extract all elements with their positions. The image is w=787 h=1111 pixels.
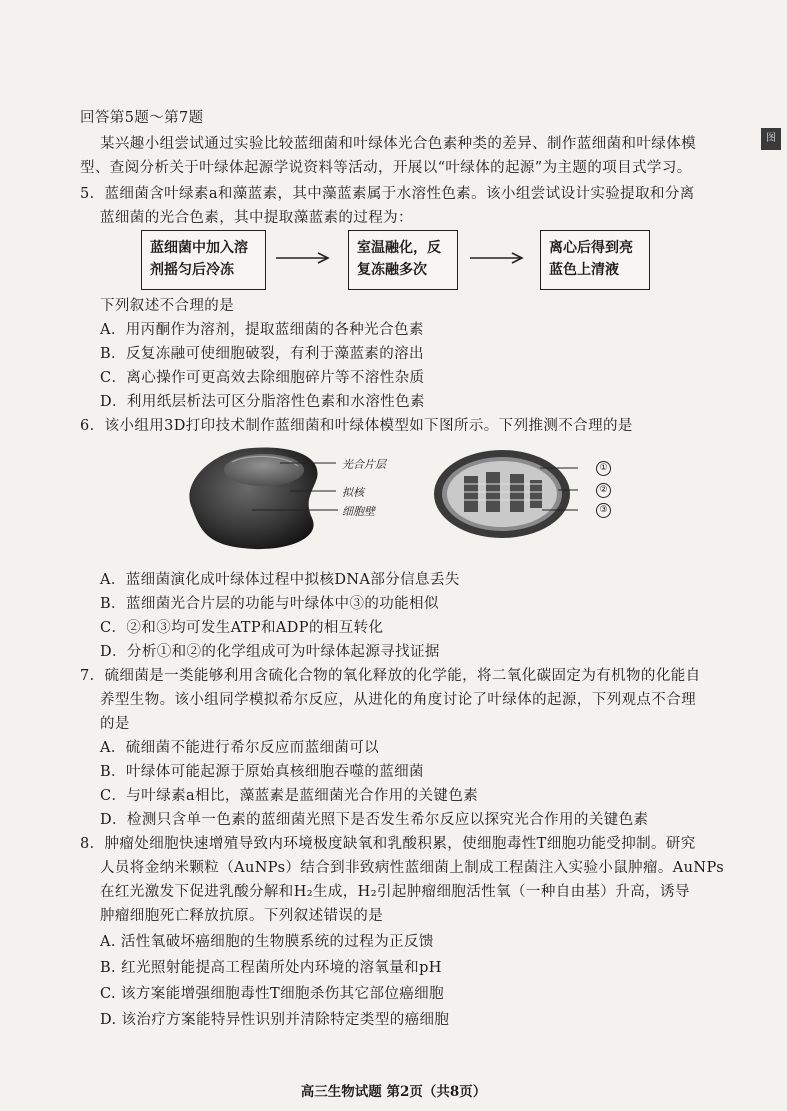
flow-step-1: 蓝细菌中加入溶 剂摇匀后冷冻: [141, 230, 266, 290]
q5-stem-1: 5．蓝细菌含叶绿素a和藻蓝素，其中藻蓝素属于水溶性色素。该小组尝试设计实验提取和分离: [80, 186, 695, 202]
flow-step-3: 离心后得到亮 蓝色上清液: [540, 230, 650, 290]
intro-line-1: 某兴趣小组尝试通过实验比较蓝细菌和叶绿体光合色素种类的差异、制作蓝细菌和叶绿体模: [100, 136, 696, 152]
q8-option-d: D. 该治疗方案能特异性识别并清除特定类型的癌细胞: [100, 1012, 450, 1028]
section-heading: 回答第5题～第7题: [80, 110, 204, 126]
flow-arrow-icon: [274, 250, 332, 266]
q5-stem-2: 蓝细菌的光合色素，其中提取藻蓝素的过程为：: [100, 210, 413, 226]
q5-prompt: 下列叙述不合理的是: [100, 298, 235, 314]
q6-option-c: C．②和③均可发生ATP和ADP的相互转化: [100, 620, 384, 636]
q8-stem-1: 8．肿瘤处细胞快速增殖导致内环境极度缺氧和乳酸积累，使细胞毒性T细胞功能受抑制。研究: [80, 836, 696, 852]
q5-option-c: C．离心操作可更高效去除细胞碎片等不溶性杂质: [100, 370, 425, 386]
q8-stem-3: 在红光激发下促进乳酸分解和H₂生成，H₂引起肿瘤细胞活性氧（一种自由基）升高，诱导: [100, 884, 690, 900]
label-cell-wall: 细胞壁: [342, 505, 375, 518]
q8-option-b: B. 红光照射能提高工程菌所处内环境的溶氧量和pH: [100, 960, 442, 976]
flow-arrow-icon: [468, 250, 526, 266]
label-nucleoid: 拟核: [342, 486, 364, 499]
q7-option-c: C．与叶绿素a相比，藻蓝素是蓝细菌光合作用的关键色素: [100, 788, 479, 804]
q8-option-c: C. 该方案能增强细胞毒性T细胞杀伤其它部位癌细胞: [100, 986, 444, 1002]
q7-option-b: B．叶绿体可能起源于原始真核细胞吞噬的蓝细菌: [100, 764, 424, 780]
q8-stem-4: 肿瘤细胞死亡释放抗原。下列叙述错误的是: [100, 908, 384, 924]
q7-stem-2: 养型生物。该小组同学模拟希尔反应，从进化的角度讨论了叶绿体的起源，下列观点不合理: [100, 692, 696, 708]
chloroplast-model-figure: [430, 446, 580, 546]
intro-line-2: 型、查阅分析关于叶绿体起源学说资料等活动，开展以“叶绿体的起源”为主题的项目式学习。: [80, 160, 692, 176]
leader-line-wall: [250, 500, 340, 520]
q5-option-d: D．利用纸层析法可区分脂溶性色素和水溶性色素: [100, 394, 425, 410]
page-footer: 高三生物试题 第2页（共8页）: [300, 1084, 487, 1100]
q7-stem-1: 7．硫细菌是一类能够利用含硫化合物的氧化释放的化学能，将二氧化碳固定为有机物的化能自: [80, 668, 701, 684]
q6-option-b: B．蓝细菌光合片层的功能与叶绿体中③的功能相似: [100, 596, 439, 612]
flow-step-2: 室温融化，反 复冻融多次: [348, 230, 458, 290]
q7-option-a: A．硫细菌不能进行希尔反应而蓝细菌可以: [100, 740, 380, 756]
q5-option-a: A．用丙酮作为溶剂，提取蓝细菌的各种光合色素: [100, 322, 424, 338]
q6-option-d: D．分析①和②的化学组成可为叶绿体起源寻找证据: [100, 644, 440, 660]
q8-option-a: A. 活性氧破坏癌细胞的生物膜系统的过程为正反馈: [100, 934, 434, 950]
q5-option-b: B．反复冻融可使细胞破裂，有利于藻蓝素的溶出: [100, 346, 424, 362]
corner-mark: 图: [761, 128, 781, 150]
q8-stem-2: 人员将金纳米颗粒（AuNPs）结合到非致病性蓝细菌上制成工程菌注入实验小鼠肿瘤。AuNPs: [100, 860, 725, 876]
q6-stem: 6．该小组用3D打印技术制作蓝细菌和叶绿体模型如下图所示。下列推测不合理的是: [80, 418, 633, 434]
circle-label-3: ③: [596, 503, 611, 518]
label-photosynthetic-lamellae: 光合片层: [342, 458, 386, 471]
q6-option-a: A．蓝细菌演化成叶绿体过程中拟核DNA部分信息丢失: [100, 572, 460, 588]
circle-label-2: ②: [596, 483, 611, 498]
q7-stem-3: 的是: [100, 716, 130, 732]
q7-option-d: D．检测只含单一色素的蓝细菌光照下是否发生希尔反应以探究光合作用的关键色素: [100, 812, 649, 828]
circle-label-1: ①: [596, 461, 611, 476]
